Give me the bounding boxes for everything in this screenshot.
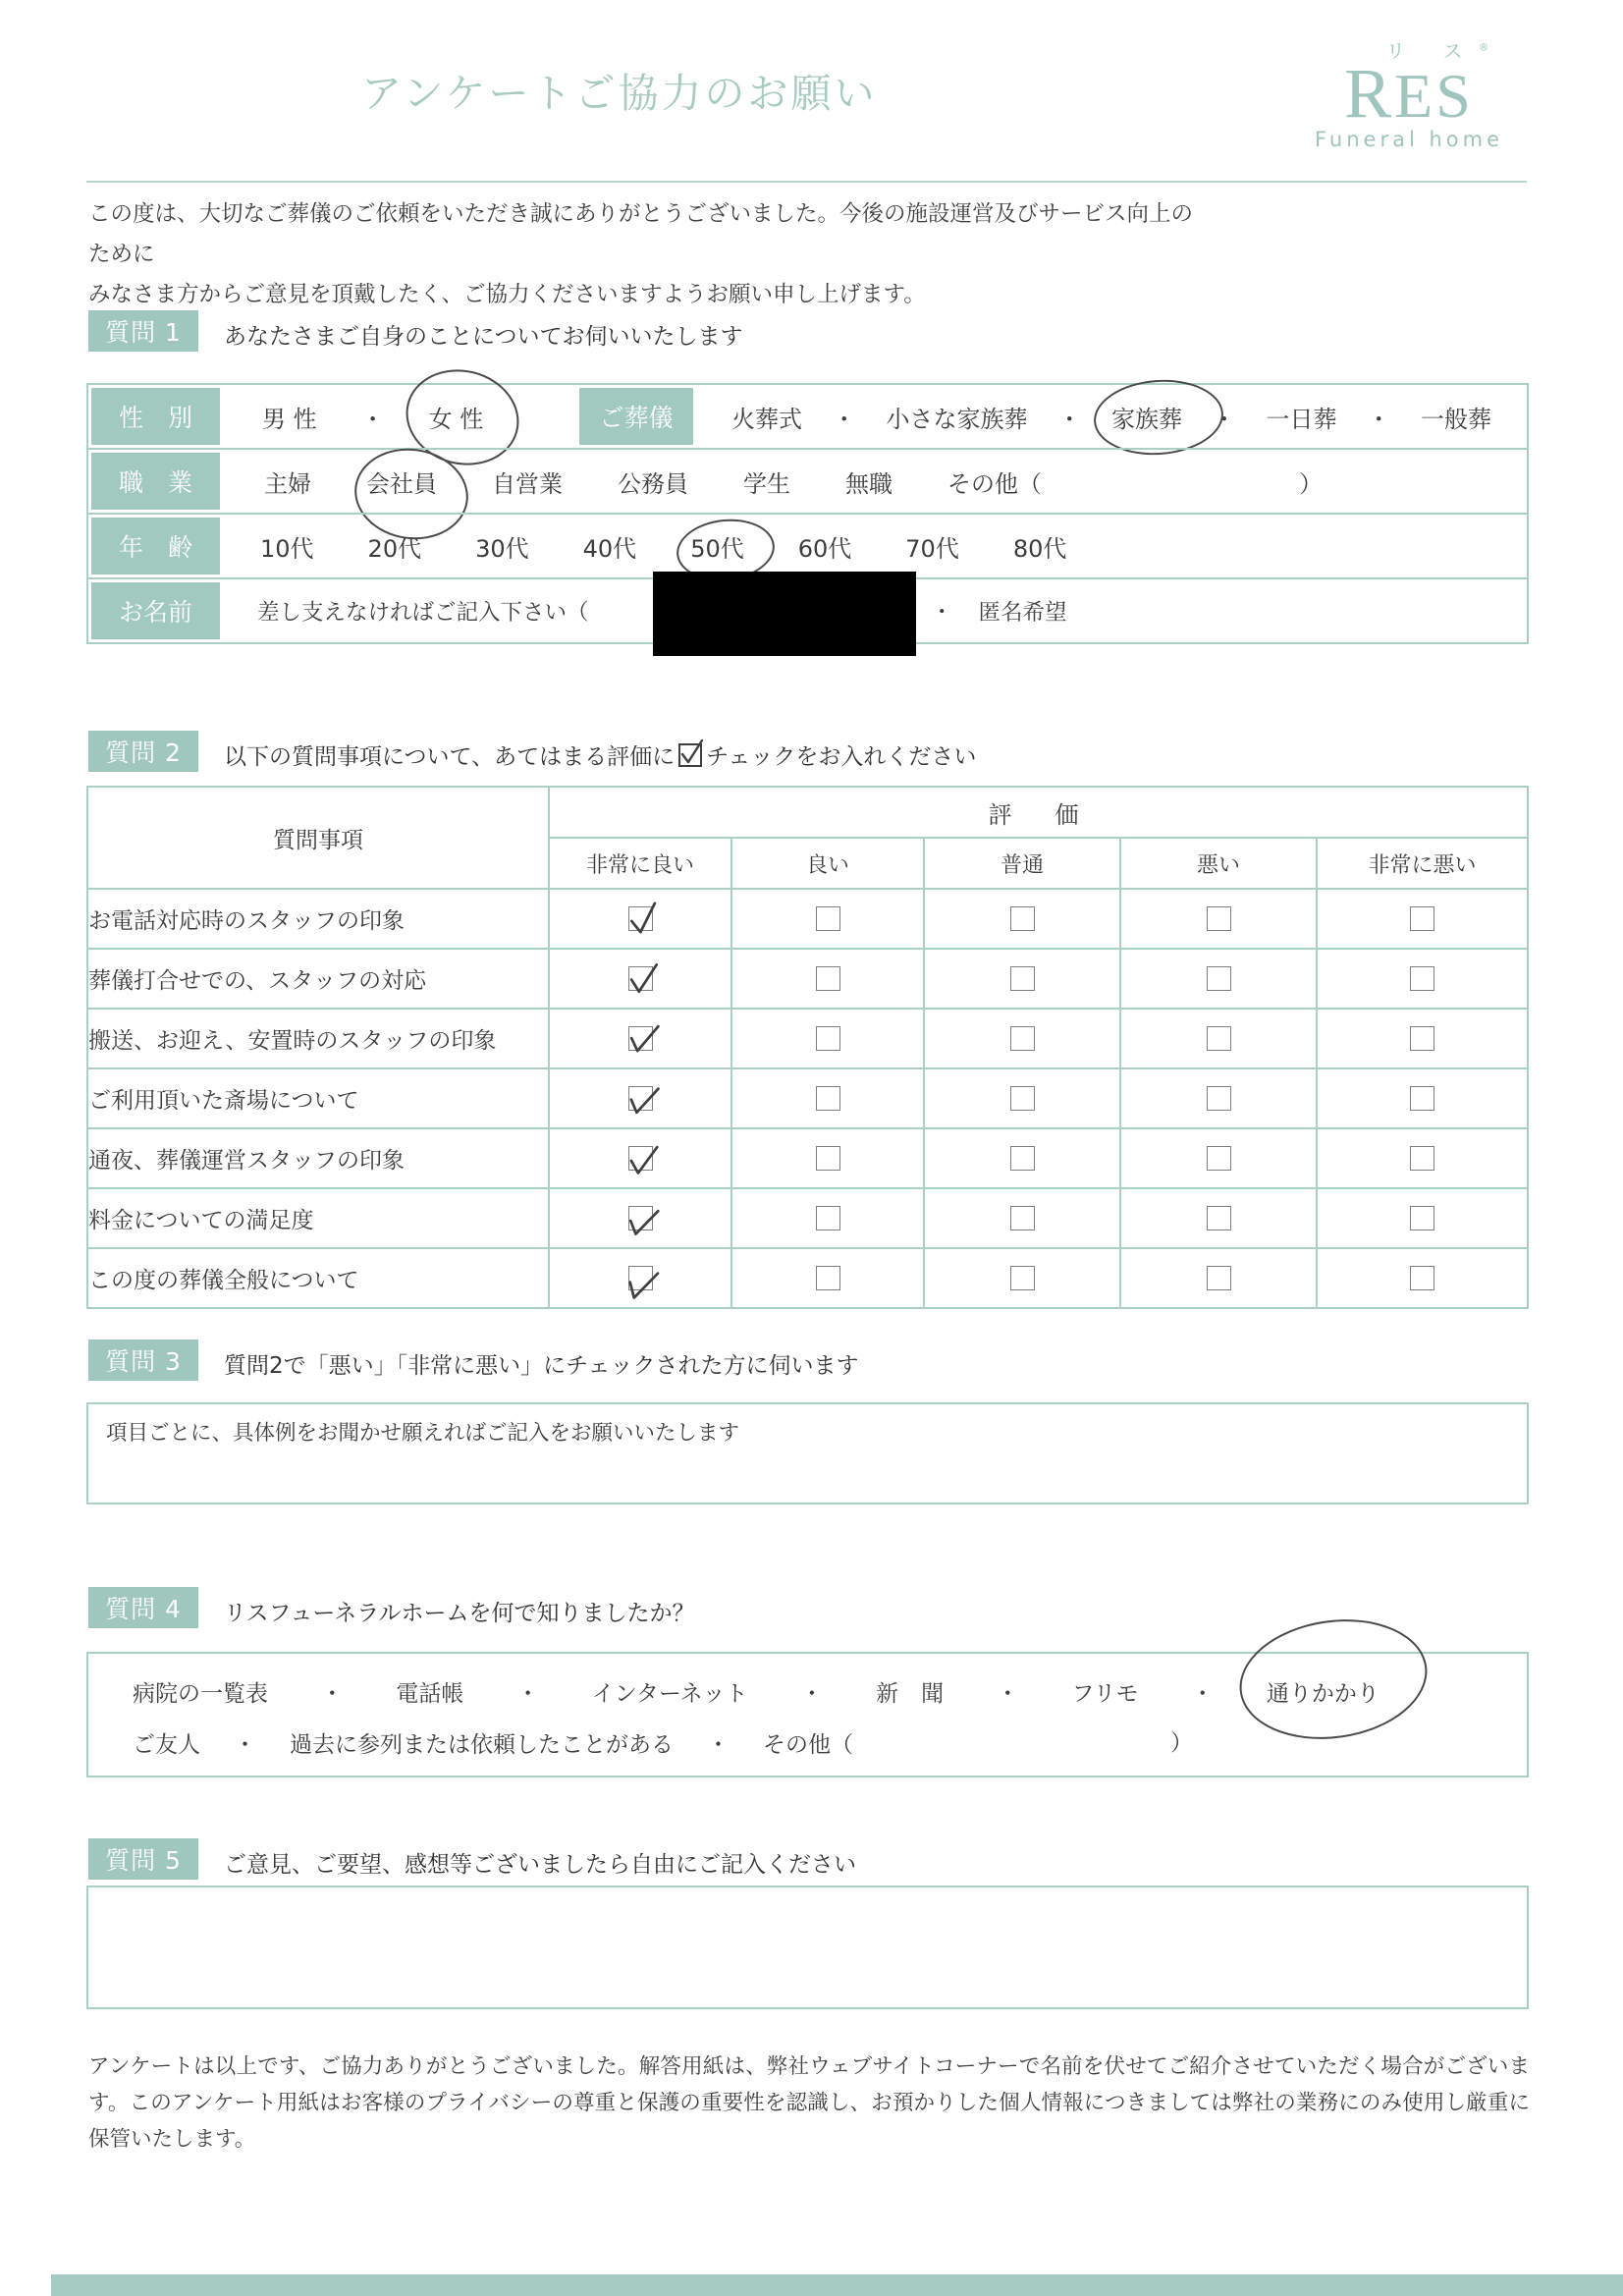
option-separator: ・: [360, 405, 385, 433]
source-option-phonebook[interactable]: 電話帳: [396, 1681, 464, 1707]
checkbox-very-good[interactable]: [549, 1128, 731, 1188]
checkbox-very-good[interactable]: [549, 949, 731, 1009]
gender-option-female[interactable]: 女 性: [429, 400, 484, 434]
occupation-option-shufu[interactable]: 主婦: [264, 469, 311, 498]
checkbox-normal[interactable]: [924, 1248, 1120, 1308]
checkbox-bad[interactable]: [1120, 889, 1317, 949]
checkbox-normal[interactable]: [924, 889, 1120, 949]
name-redaction-box: [653, 572, 916, 656]
checkbox-good[interactable]: [731, 1128, 924, 1188]
rating-item-header: 質問事項: [87, 787, 549, 889]
rating-row: 通夜、葬儀運営スタッフの印象: [87, 1128, 1528, 1188]
gender-funeral-row: [88, 385, 1527, 448]
logo-subtitle: Funeral home: [1314, 128, 1504, 151]
checkbox-very-good[interactable]: [549, 1188, 731, 1248]
age-option-20s[interactable]: 20代: [367, 534, 422, 563]
checkbox-very-bad[interactable]: [1317, 889, 1528, 949]
age-option-50s[interactable]: 50代: [690, 529, 744, 564]
checkbox-normal[interactable]: [924, 1068, 1120, 1128]
header-divider: [86, 181, 1527, 183]
age-option-30s[interactable]: 30代: [475, 534, 529, 563]
q2-heading: 以下の質問事項について、あてはまる評価に チェックをお入れください: [224, 738, 976, 771]
q5-answer-box[interactable]: [86, 1886, 1529, 2009]
checkbox-normal[interactable]: [924, 949, 1120, 1009]
q3-answer-box[interactable]: [86, 1402, 1529, 1504]
age-option-80s[interactable]: 80代: [1012, 534, 1067, 563]
logo-name: RES: [1344, 54, 1474, 133]
occupation-options: [223, 450, 1527, 513]
checkbox-good[interactable]: [731, 1009, 924, 1068]
funeral-options: 火葬式 ・ 小さな家族葬 ・ 家族葬 ・ 一日葬 ・ 一般葬: [696, 385, 1527, 448]
occupation-row-header: 職 業: [88, 450, 223, 513]
source-option-past-attendance[interactable]: 過去に参列または依頼したことがある: [290, 1732, 674, 1758]
age-option-60s[interactable]: 60代: [797, 534, 852, 563]
occupation-row: [88, 448, 1527, 513]
checkbox-very-bad[interactable]: [1317, 1068, 1528, 1128]
occupation-option-kaishain[interactable]: 会社員: [366, 465, 437, 499]
checkbox-good[interactable]: [731, 889, 924, 949]
gender-option-male[interactable]: 男 性: [262, 405, 317, 433]
checkbox-very-bad[interactable]: [1317, 1248, 1528, 1308]
age-option-10s[interactable]: 10代: [260, 534, 314, 563]
checkbox-normal[interactable]: [924, 1009, 1120, 1068]
logo-kana: リ ス®: [1385, 39, 1489, 63]
checkbox-very-bad[interactable]: [1317, 1009, 1528, 1068]
q5-badge: 質問 5: [88, 1838, 198, 1880]
source-option-newspaper[interactable]: 新 聞: [876, 1681, 945, 1707]
q3-box-instruction: 項目ごとに、具体例をお聞かせ願えればご記入をお願いいたします: [106, 1421, 740, 1446]
funeral-row-header: ご葬儀: [576, 385, 696, 448]
checkbox-normal[interactable]: [924, 1128, 1120, 1188]
intro-line-1: この度は、大切なご葬儀のご依頼をいただき誠にありがとうございました。今後の施設運営及びサービス向上のために: [88, 201, 1194, 267]
checkbox-very-good[interactable]: [549, 1009, 731, 1068]
source-other-close-paren: ）: [1170, 1730, 1193, 1756]
checkbox-good[interactable]: [731, 949, 924, 1009]
age-option-40s[interactable]: 40代: [582, 534, 637, 563]
occupation-option-komuin[interactable]: 公務員: [618, 469, 688, 498]
name-entry: 差し支えなければご記入下さい（ ・ 匿名希望: [223, 579, 1527, 642]
funeral-option-ippanso[interactable]: 一般葬: [1421, 405, 1491, 433]
rating-row: この度の葬儀全般について: [87, 1248, 1528, 1308]
col-good: 良い: [731, 838, 924, 889]
footer-note: アンケートは以上です、ご協力ありがとうございました。解答用紙は、弊社ウェブサイトコーナーで名前を伏せてご紹介させていただく場合がございます。このアンケート用紙はお客様のプライバシーの尊重と保護の重要性を認識し、お預かりした個人情報につきましては弊社の業務にのみ使用し厳重に保管いたします。: [88, 2054, 1530, 2152]
q5-heading: ご意見、ご要望、感想等ございましたら自由にご記入ください: [224, 1852, 856, 1878]
rating-row: 料金についての満足度: [87, 1188, 1528, 1248]
rating-table: [86, 786, 1529, 1309]
q4-options-line2: ご友人 ・ 過去に参列または依頼したことがある ・ その他（: [133, 1726, 853, 1759]
name-row-header: お名前: [88, 579, 223, 642]
col-very-bad: 非常に悪い: [1317, 838, 1528, 889]
source-option-friend[interactable]: ご友人: [133, 1732, 200, 1758]
funeral-option-kazokuso[interactable]: 家族葬: [1111, 400, 1182, 434]
checkbox-very-bad[interactable]: [1317, 1188, 1528, 1248]
checkbox-bad[interactable]: [1120, 949, 1317, 1009]
age-row: [88, 513, 1527, 577]
occupation-option-other-open[interactable]: その他（: [947, 469, 1042, 498]
q3-badge: 質問 3: [88, 1339, 198, 1381]
source-option-furimo[interactable]: フリモ: [1071, 1681, 1139, 1707]
page-bottom-edge: [51, 2274, 1623, 2296]
occupation-option-other-close: ）: [1299, 469, 1323, 498]
checkbox-very-bad[interactable]: [1317, 1128, 1528, 1188]
rating-row: ご利用頂いた斎場について: [87, 1068, 1528, 1128]
q4-options-line1: 病院の一覧表 ・ 電話帳 ・ インターネット ・ 新 聞 ・ フリモ ・ 通りかかり: [133, 1675, 1380, 1708]
checkbox-very-bad[interactable]: [1317, 949, 1528, 1009]
name-prompt: 差し支えなければご記入下さい（: [257, 600, 589, 626]
gender-row-header: 性 別: [88, 385, 223, 448]
gender-options: [223, 385, 576, 448]
source-option-internet[interactable]: インターネット: [591, 1681, 748, 1707]
name-row: [88, 577, 1527, 642]
occupation-option-gakusei[interactable]: 学生: [743, 469, 790, 498]
rating-eval-header: 評 価: [549, 787, 1528, 838]
checkbox-good[interactable]: [731, 1188, 924, 1248]
age-row-header: 年 齢: [88, 515, 223, 577]
col-bad: 悪い: [1120, 838, 1317, 889]
q1-badge: 質問 1: [88, 310, 198, 352]
funeral-option-kaso[interactable]: 火葬式: [731, 405, 802, 433]
checkbox-check-icon: [678, 743, 702, 767]
intro-line-2: みなさま方からご意見を頂戴したく、ご協力くださいますようお願い申し上げます。: [88, 282, 926, 307]
age-options: [223, 515, 1527, 577]
checkbox-good[interactable]: [731, 1248, 924, 1308]
page-title: アンケートご協力のお願い: [361, 70, 878, 117]
occupation-option-jieigyo[interactable]: 自営業: [492, 469, 563, 498]
checkbox-bad[interactable]: [1120, 1128, 1317, 1188]
funeral-option-chiisana-kazokuso[interactable]: 小さな家族葬: [886, 405, 1028, 433]
q3-heading: 質問2で「悪い」「非常に悪い」にチェックされた方に伺います: [224, 1353, 859, 1379]
checkbox-normal[interactable]: [924, 1188, 1120, 1248]
profile-table: [86, 383, 1529, 644]
col-normal: 普通: [924, 838, 1120, 889]
q4-badge: 質問 4: [88, 1587, 198, 1628]
funeral-option-ichinichiso[interactable]: 一日葬: [1266, 405, 1337, 433]
hand-circle-annotation: [1231, 1608, 1434, 1751]
source-option-passing-by[interactable]: 通りかかり: [1267, 1675, 1380, 1708]
checkbox-very-good[interactable]: [549, 889, 731, 949]
checkbox-bad[interactable]: [1120, 1248, 1317, 1308]
col-very-good: 非常に良い: [549, 838, 731, 889]
rating-row: お電話対応時のスタッフの印象: [87, 889, 1528, 949]
q1-heading: あなたさまご自身のことについてお伺いいたします: [224, 324, 743, 350]
rating-row: 搬送、お迎え、安置時のスタッフの印象: [87, 1009, 1528, 1068]
checkbox-bad[interactable]: [1120, 1009, 1317, 1068]
age-option-70s[interactable]: 70代: [905, 534, 959, 563]
q4-answer-box: [86, 1652, 1529, 1777]
source-option-hospital-list[interactable]: 病院の一覧表: [133, 1681, 268, 1707]
source-option-other-open[interactable]: その他（: [763, 1732, 853, 1758]
checkbox-very-good[interactable]: [549, 1248, 731, 1308]
occupation-option-mushoku[interactable]: 無職: [845, 469, 893, 498]
intro-paragraph: [88, 194, 1208, 315]
checkbox-bad[interactable]: [1120, 1188, 1317, 1248]
q4-heading: リスフューネラルホームを何で知りましたか？: [224, 1601, 695, 1626]
rating-row: 葬儀打合せでの、スタッフの対応: [87, 949, 1528, 1009]
brand-logo: [1301, 35, 1517, 151]
anonymous-option[interactable]: 匿名希望: [978, 600, 1067, 626]
q2-badge: 質問 2: [88, 731, 198, 772]
checkbox-good[interactable]: [731, 1068, 924, 1128]
checkbox-bad[interactable]: [1120, 1068, 1317, 1128]
checkbox-very-good[interactable]: [549, 1068, 731, 1128]
